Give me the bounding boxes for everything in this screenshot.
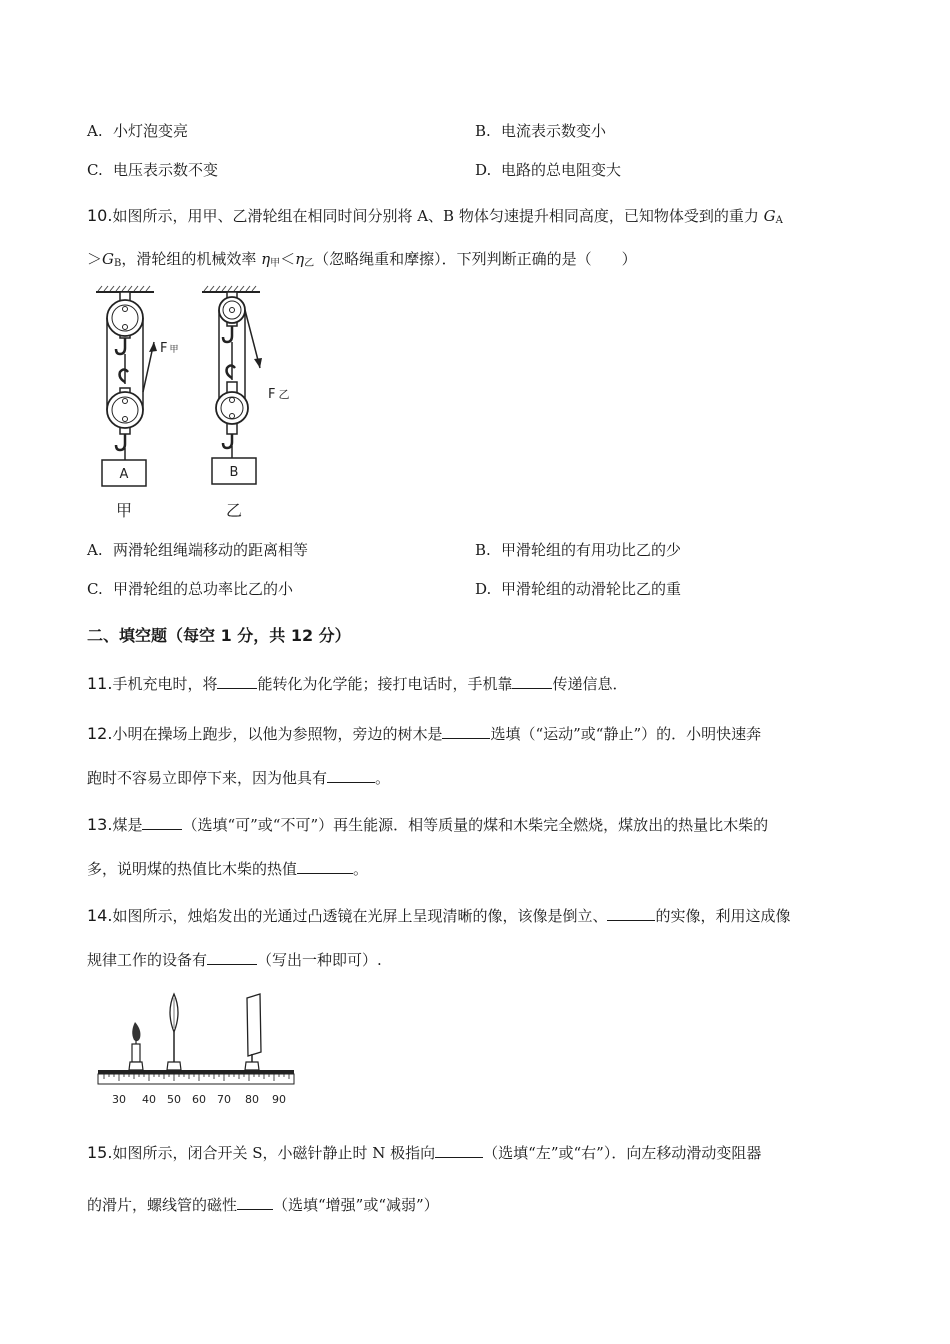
- q9-option-b: [475, 121, 606, 141]
- force-arrow-jia: [143, 342, 157, 392]
- option-text: 甲滑轮组的有用功比乙的少: [501, 541, 682, 559]
- option-letter: D.: [475, 161, 492, 179]
- q14-text-3: 规律工作的设备有: [87, 951, 208, 969]
- q10-option-a: [87, 540, 308, 560]
- q13-line-1: [87, 815, 768, 835]
- q14-text-2: 的实像，利用这成像: [655, 907, 791, 925]
- question-number: 10.: [87, 206, 113, 225]
- q9-option-a: [87, 121, 188, 141]
- question-number: 11.: [87, 674, 113, 693]
- question-number: 15.: [87, 1143, 113, 1162]
- option-text: 甲滑轮组的动滑轮比乙的重: [501, 580, 682, 598]
- section-title: 二、填空题（每空 1 分，共 12 分）: [87, 626, 351, 645]
- q12-line-1: [87, 724, 761, 744]
- ruler-tick-label: 30: [112, 1093, 126, 1106]
- subscript-b: B: [114, 258, 122, 269]
- option-letter: D.: [475, 580, 492, 598]
- box-a-label: A: [119, 467, 129, 482]
- option-text: 电路的总电阻变大: [501, 161, 622, 179]
- q10-line-1: [87, 206, 783, 231]
- q15-text-2: （选填“左”或“右”）．向左移动滑动变阻器: [483, 1144, 762, 1162]
- q14-line-1: [87, 906, 790, 926]
- q10-option-c: [87, 579, 293, 599]
- symbol-eta: η: [261, 250, 271, 268]
- answer-blank[interactable]: [142, 815, 182, 830]
- q12-text-3: 跑时不容易立即停下来，因为他具有: [87, 769, 328, 787]
- ruler-labels: [112, 1093, 286, 1106]
- answer-blank[interactable]: [217, 674, 257, 689]
- ruler-tick-label: 60: [192, 1093, 206, 1106]
- q10-text-2a: ，滑轮组的机械效率: [121, 250, 262, 268]
- subscript-a: A: [775, 215, 783, 226]
- gt-sign: ＞: [87, 250, 103, 268]
- option-letter: B.: [475, 541, 491, 559]
- convex-lens-icon: [167, 994, 181, 1070]
- option-letter: A.: [87, 541, 103, 559]
- q14-text-4: （写出一种即可）.: [257, 951, 382, 969]
- box-b-label: B: [229, 465, 239, 480]
- q13-text-3: 多，说明煤的热值比木柴的热值: [87, 860, 298, 878]
- q9-option-c: [87, 160, 218, 180]
- ruler-tick-label: 70: [217, 1093, 231, 1106]
- answer-blank[interactable]: [442, 724, 490, 739]
- symbol-eta: η: [295, 250, 305, 268]
- q15-text-3: 的滑片，螺线管的磁性: [87, 1196, 238, 1214]
- option-letter: B.: [475, 122, 491, 140]
- q13-text-1: 煤是: [112, 816, 143, 834]
- question-number: 13.: [87, 815, 113, 834]
- option-letter: C.: [87, 161, 103, 179]
- force-label-yi: F 乙: [268, 387, 290, 402]
- answer-blank[interactable]: [297, 859, 353, 874]
- q12-text-1: 小明在操场上跑步，以他为参照物，旁边的树木是: [112, 725, 443, 743]
- pulley-figure: [90, 282, 310, 527]
- q10-text-1: 如图所示，用甲、乙滑轮组在相同时间分别将 A、B 物体匀速提升相同高度，已知物体受到的重力: [112, 207, 764, 225]
- answer-blank[interactable]: [607, 906, 655, 921]
- q15-line-2: [87, 1195, 439, 1215]
- q15-text-1: 如图所示，闭合开关 S，小磁针静止时 N 极指向: [112, 1144, 436, 1162]
- answer-blank[interactable]: [327, 768, 375, 783]
- q14-text-1: 如图所示，烛焰发出的光通过凸透镜在光屏上呈现清晰的像，该像是倒立、: [112, 907, 608, 925]
- symbol-g: G: [102, 250, 114, 268]
- optical-bench-figure: [94, 990, 300, 1112]
- light-screen-icon: [245, 994, 261, 1070]
- subscript-jia: 甲: [270, 258, 281, 269]
- ruler-tick-label: 50: [167, 1093, 181, 1106]
- ceiling-jia: [96, 286, 154, 292]
- q11-line: [87, 674, 628, 694]
- q10-option-b: [475, 540, 681, 560]
- q12-line-2: [87, 768, 390, 788]
- force-arrow-yi: [245, 310, 262, 368]
- question-number: 14.: [87, 906, 113, 925]
- ruler-tick-label: 90: [272, 1093, 286, 1106]
- q15-line-1: [87, 1143, 761, 1163]
- option-letter: C.: [87, 580, 103, 598]
- candle-icon: [129, 1022, 143, 1070]
- option-text: 电流表示数变小: [501, 122, 607, 140]
- answer-blank[interactable]: [207, 950, 257, 965]
- q10-option-d: [475, 579, 681, 599]
- subscript-yi: 乙: [304, 258, 315, 269]
- optical-bench: [98, 1070, 294, 1084]
- q12-text-2: 选填（“运动”或“静止”）的．小明快速奔: [490, 725, 762, 743]
- fixed-pulley-jia: [107, 292, 143, 354]
- option-letter: A.: [87, 122, 103, 140]
- ruler-tick-label: 40: [142, 1093, 156, 1106]
- q11-text-1: 手机充电时，将: [112, 675, 218, 693]
- ceiling-yi: [202, 286, 260, 292]
- q12-text-4: 。: [375, 769, 391, 787]
- q10-line-2: [87, 249, 637, 274]
- q15-text-4: （选填“增强”或“减弱”）: [273, 1196, 439, 1214]
- label-jia: 甲: [115, 501, 133, 520]
- q14-line-2: [87, 950, 382, 970]
- question-number: 12.: [87, 724, 113, 743]
- q13-line-2: [87, 859, 368, 879]
- q11-text-2: 能转化为化学能；接打电话时，手机靠: [257, 675, 513, 693]
- force-label-jia: F 甲: [160, 341, 179, 356]
- q9-option-d: [475, 160, 621, 180]
- answer-blank[interactable]: [512, 674, 552, 689]
- label-yi: 乙: [225, 501, 243, 520]
- lt-sign: ＜: [280, 250, 296, 268]
- movable-pulley-yi: [216, 382, 248, 458]
- q11-text-3: 传递信息．: [552, 675, 628, 693]
- symbol-g: G: [763, 207, 776, 225]
- option-text: 小灯泡变亮: [113, 122, 189, 140]
- ruler-tick-label: 80: [245, 1093, 259, 1106]
- option-text: 两滑轮组绳端移动的距离相等: [113, 541, 309, 559]
- q10-text-2b: （忽略绳重和摩擦）．下列判断正确的是（ ）: [314, 250, 637, 268]
- fixed-pulley-yi: [219, 292, 245, 342]
- q13-text-4: 。: [353, 860, 369, 878]
- movable-pulley-jia: [107, 388, 143, 460]
- option-text: 甲滑轮组的总功率比乙的小: [113, 580, 294, 598]
- option-text: 电压表示数不变: [113, 161, 219, 179]
- answer-blank[interactable]: [435, 1143, 483, 1158]
- answer-blank[interactable]: [237, 1195, 273, 1210]
- q13-text-2: （选填“可”或“不可”）再生能源．相等质量的煤和木柴完全燃烧，煤放出的热量比木柴的: [182, 816, 769, 834]
